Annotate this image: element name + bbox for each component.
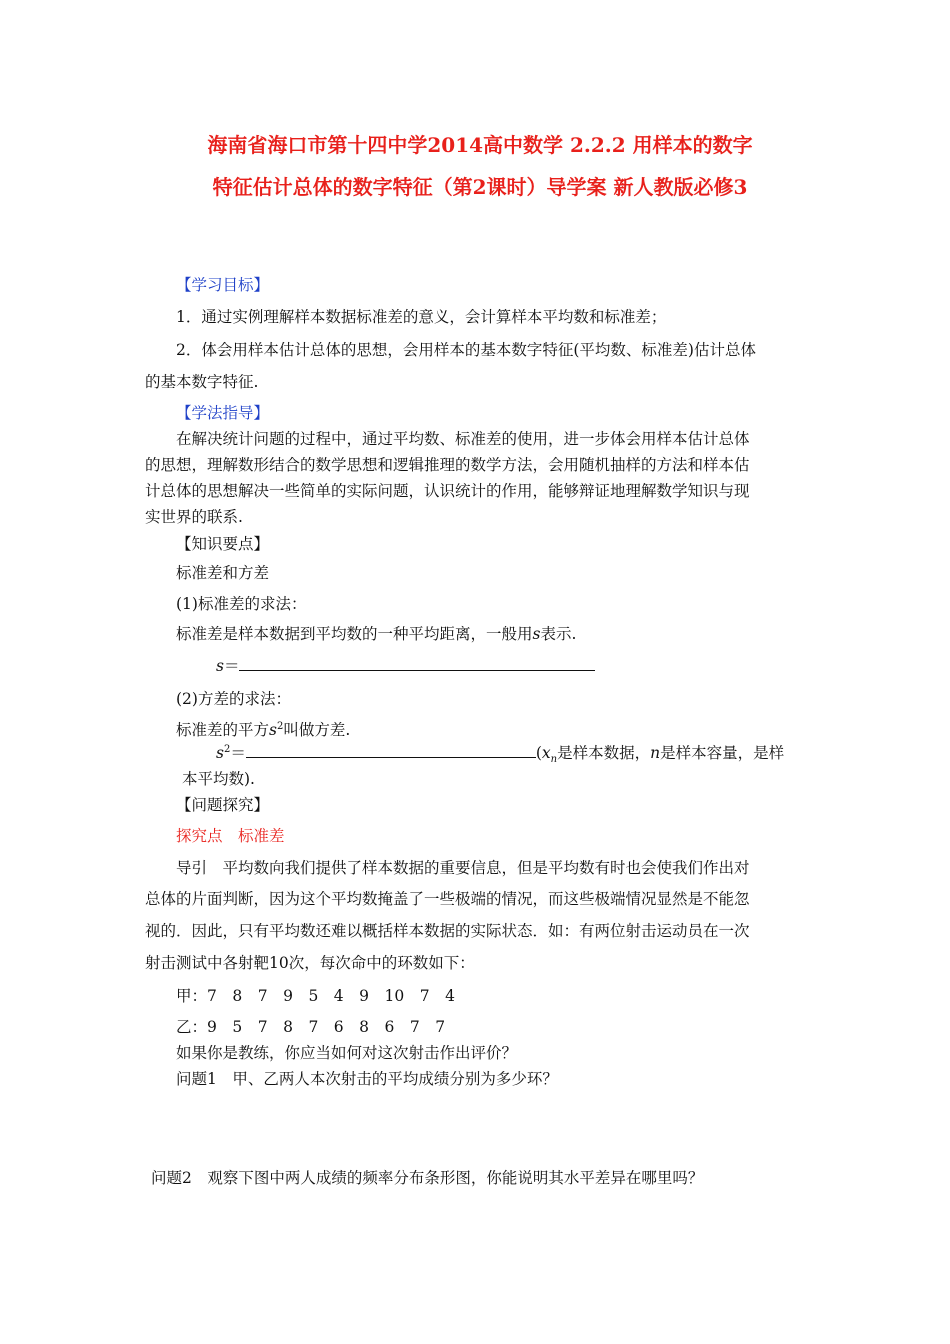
scores-yi: 乙：9 5 7 8 7 6 8 6 7 7 [176, 1018, 446, 1036]
method-paragraph-line-2: 的思想，理解数形结合的数学思想和逻辑推理的数学方法，会用随机抽样的方法和样本估 [145, 456, 750, 474]
objectives-heading: 【学习目标】 [176, 276, 270, 294]
variance-definition: 标准差的平方$s^2$叫做方差. [176, 720, 351, 739]
inquiry-heading: 【问题探究】 [176, 796, 270, 814]
intro-line-3: 视的．因此，只有平均数还难以概括样本数据的实际状态．如：有两位射击运动员在一次 [145, 922, 750, 940]
question-1: 问题1 甲、乙两人本次射击的平均成绩分别为多少环？ [176, 1070, 558, 1088]
intro-line-2: 总体的片面判断，因为这个平均数掩盖了一些极端的情况，而这些极端情况显然是不能忽 [145, 890, 750, 908]
document-title-line-2: 特征估计总体的数字特征（第2课时）导学案 新人教版必修3 [212, 175, 748, 199]
method-paragraph-line-4: 实世界的联系. [145, 508, 243, 526]
objective-item-2-line-1: 2．体会用样本估计总体的思想，会用样本的基本数字特征(平均数、标准差)估计总体 [176, 341, 756, 359]
knowledge-heading: 【知识要点】 [176, 535, 270, 553]
intro-line-1: 导引 平均数向我们提供了样本数据的重要信息，但是平均数有时也会使我们作出对 [176, 859, 750, 877]
scores-jia: 甲：7 8 7 9 5 4 9 10 7 4 [176, 987, 455, 1005]
objective-item-1: 1．通过实例理解样本数据标准差的意义，会计算样本平均数和标准差； [176, 308, 667, 326]
intro-line-4: 射击测试中各射靶10次，每次命中的环数如下： [145, 954, 475, 972]
variance-formula-blank: $s^2= (x_n$是样本数据，n是样本容量，是样 [216, 743, 785, 766]
document-title-line-1: 海南省海口市第十四中学2014高中数学 2.2.2 用样本的数字 [207, 133, 753, 157]
knowledge-subtitle: 标准差和方差 [176, 564, 270, 582]
formula-blank-line [246, 743, 536, 758]
variance-method-title: (2)方差的求法： [176, 690, 291, 708]
method-heading: 【学法指导】 [176, 404, 270, 422]
coach-question: 如果你是教练，你应当如何对这次射击作出评价？ [176, 1044, 518, 1062]
std-dev-method-title: (1)标准差的求法： [176, 595, 307, 613]
objective-item-2-line-2: 的基本数字特征. [145, 373, 259, 391]
question-2: 问题2 观察下图中两人成绩的频率分布条形图，你能说明其水平差异在哪里吗？ [151, 1169, 704, 1187]
std-dev-definition: 标准差是样本数据到平均数的一种平均距离，一般用s表示. [176, 625, 577, 643]
variance-note-line-2: 本平均数). [182, 770, 255, 788]
std-dev-formula-blank: s＝ [216, 654, 595, 678]
formula-blank-line [239, 656, 595, 671]
method-paragraph-line-3: 计总体的思想解决一些简单的实际问题，认识统计的作用，能够辩证地理解数学知识与现 [145, 482, 750, 500]
method-paragraph-line-1: 在解决统计问题的过程中，通过平均数、标准差的使用，进一步体会用样本估计总体 [176, 430, 750, 448]
inquiry-point-title: 探究点 标准差 [176, 827, 285, 845]
